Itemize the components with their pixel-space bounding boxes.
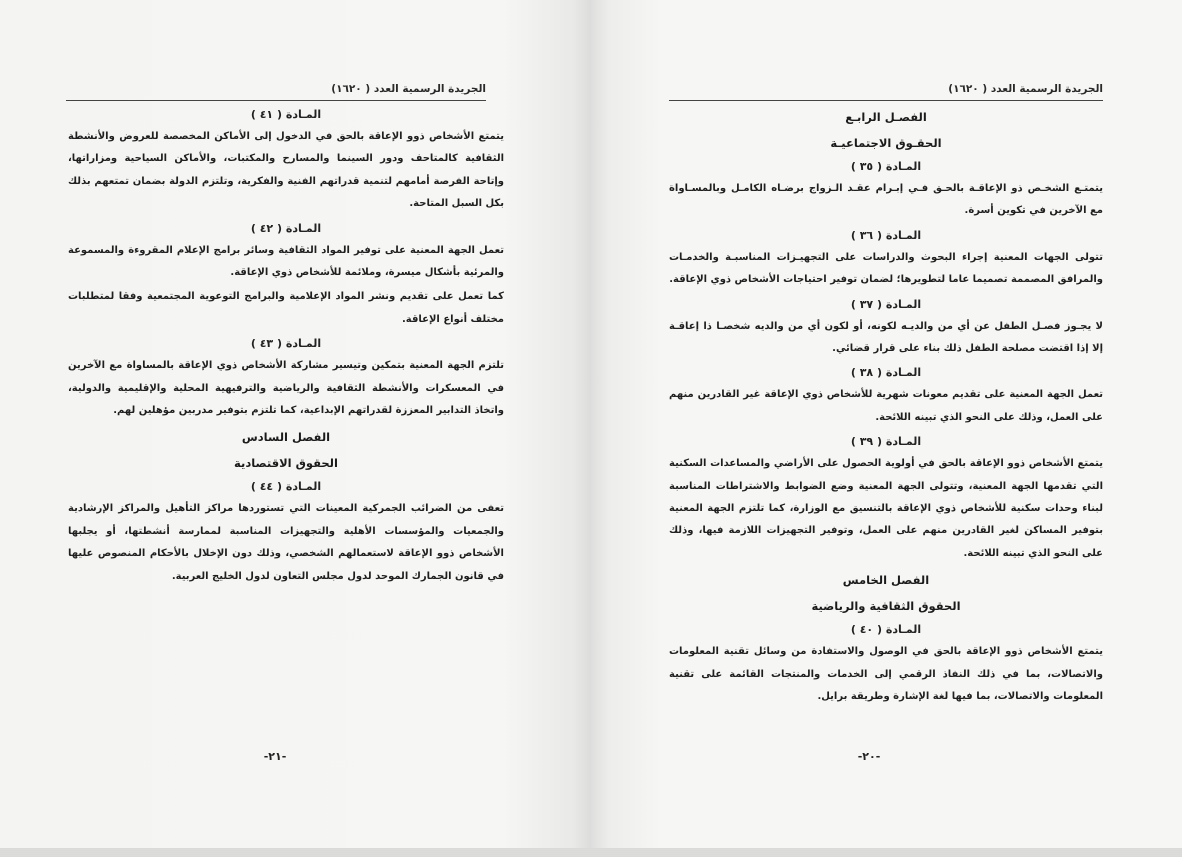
- article-38-text: تعمل الجهة المعنية على تقديم معونات شهرية للأشخاص ذوي الإعاقة غير القادرين منهم على العمل، وذلك على النحو الذي تبينه اللائحة.: [669, 389, 1103, 423]
- article-40-text: يتمتع الأشخاص ذوو الإعاقة بالحق في الوصول والاستفادة من وسائل تقنية المعلومات والاتصالات، بما في ذلك النفاذ الرقمي إلى الخدمات والمنتجات القائمة على تقنية المعلومات والاتصالات، بما فيها لغة الإشارة وطريقة برايل.: [669, 646, 1103, 703]
- left-page: [0, 0, 591, 848]
- page-header: الجريدة الرسمية العدد ( ١٦٢٠): [669, 82, 1103, 101]
- article-35-text: يتمتـع الشخـص ذو الإعاقـة بالحـق فـي إبـرام عقـد الـزواج برضـاه الكامـل وبالمسـاواة مع الآخرين في تكوين أسرة.: [669, 183, 1103, 217]
- page-number: -٢١-: [263, 750, 287, 763]
- page-header: الجريدة الرسمية العدد ( ١٦٢٠): [66, 82, 486, 101]
- page-stack-edge: [0, 848, 1182, 857]
- chapter-5-subtitle: الحقوق الثقافية والرياضية: [811, 599, 961, 614]
- article-44-text: تعفى من الضرائب الجمركية المعينات التي تستوردها مراكز التأهيل والمراكز الإرشادية والجمعيات والمؤسسات الأهلية والتجهيزات المناسبة لممارسة أنشطتها، أو يجلبها الأشخاص ذوو الإعاقة لاستعمالهم الشخصي، وذلك دون الإخلال بالأحكام المنصوص عليها في قانون الجمارك الموحد لدول مجلس التعاون لدول الخليج العربية.: [68, 503, 504, 582]
- article-37-text: لا يجـوز فصـل الطفل عن أي من والديـه لكونه، أو لكون أي من والديه شخصـا ذا إعاقـة إلا إذا اقتضت مصلحة الطفل ذلك بناء على قرار قضائي.: [669, 320, 1103, 355]
- article-42-text-2: كما تعمل على تقديم ونشر المواد الإعلامية والبرامج التوعوية المجتمعية وفقا لمتطلبات مختلف أنواع الإعاقة.: [68, 291, 504, 325]
- chapter-6-subtitle: الحقوق الاقتصادية: [234, 456, 338, 471]
- article-37-title: المـادة ( ٣٧ ): [850, 297, 922, 311]
- article-35-title: المـادة ( ٣٥ ): [850, 160, 922, 173]
- article-42-title: المـادة ( ٤٢ ): [250, 221, 322, 235]
- article-43-text: تلتزم الجهة المعنية بتمكين وتيسير مشاركة الأشخاص ذوي الإعاقة بالمساواة مع الآخرين في المعسكرات والأنشطة الثقافية والرياضية والترفيهية المحلية والإقليمية والدولية، واتخاذ التدابير المعززة لقدراتهم الإبداعية، كما تلتزم بتوفير مدربين مؤهلين لهم.: [68, 360, 504, 417]
- article-43-title: المـادة ( ٤٣ ): [250, 337, 322, 351]
- article-38-title: المـادة ( ٣٨ ): [850, 366, 922, 380]
- article-41-title: المـادة ( ٤١ ): [250, 108, 322, 121]
- article-36-text: تتولى الجهات المعنية إجراء البحوث والدراسات على التجهيـزات المناسبـة والخدمـات والمرافق المصممة تصميما عاما لتطويرها؛ لضمان توفير احتياجات الأشخاص ذوي الإعاقة.: [669, 251, 1103, 286]
- page-content: [68, 104, 504, 590]
- article-36-title: المـادة ( ٣٦ ): [850, 228, 922, 242]
- chapter-4-title: الفصـل الرابـع: [845, 110, 927, 124]
- article-39-text: يتمتع الأشخاص ذوو الإعاقة بالحق في أولوية الحصول على الأراضي والمساعدات السكنية التي تقدمها الجهة المعنية، وتتولى الجهة المعنية وضع الضوابط والاشتراطات المناسبة لبناء وحدات سكنية للأشخاص ذوي الإعاقة بالتنسيق مع الوزارة، كما تلتزم الجهة المعنية بتوفير المساكن لغير القادرين منهم على العمل، وتوفير التجهيزات اللازمة فيها، وذلك على النحو الذي تبينه اللائحة.: [669, 458, 1103, 559]
- article-42-text-1: تعمل الجهة المعنية على توفير المواد الثقافية وسائر برامج الإعلام المقروءة والمسموعة والمرئية بأشكال ميسرة، وملائمة للأشخاص ذوي الإعاقة.: [68, 244, 504, 279]
- chapter-6-title: الفصل السادس: [241, 430, 331, 445]
- chapter-5-title: الفصل الخامس: [842, 573, 930, 588]
- article-40-title: المـادة ( ٤٠ ): [850, 623, 922, 637]
- right-page: [591, 0, 1182, 848]
- chapter-4-subtitle: الحقـوق الاجتماعيـة: [830, 136, 942, 150]
- page-content: [669, 104, 1103, 711]
- article-41-text: يتمتع الأشخاص ذوو الإعاقة بالحق في الدخول إلى الأماكن المخصصة للعروض والأنشطة الثقافية كالمتاحف ودور السينما والمسارح والمكتبات، والأماكن السياحية ومزاراتها، وإتاحة الفرصة أمامهم لتنمية قدراتهم الفنية والفكرية، وتلتزم الدولة بضمان تمتعهم بذلك بكل السبل المتاحة.: [68, 131, 504, 210]
- article-39-title: المـادة ( ٣٩ ): [850, 435, 922, 449]
- page-number: -٢٠-: [857, 750, 881, 763]
- article-44-title: المـادة ( ٤٤ ): [250, 480, 322, 494]
